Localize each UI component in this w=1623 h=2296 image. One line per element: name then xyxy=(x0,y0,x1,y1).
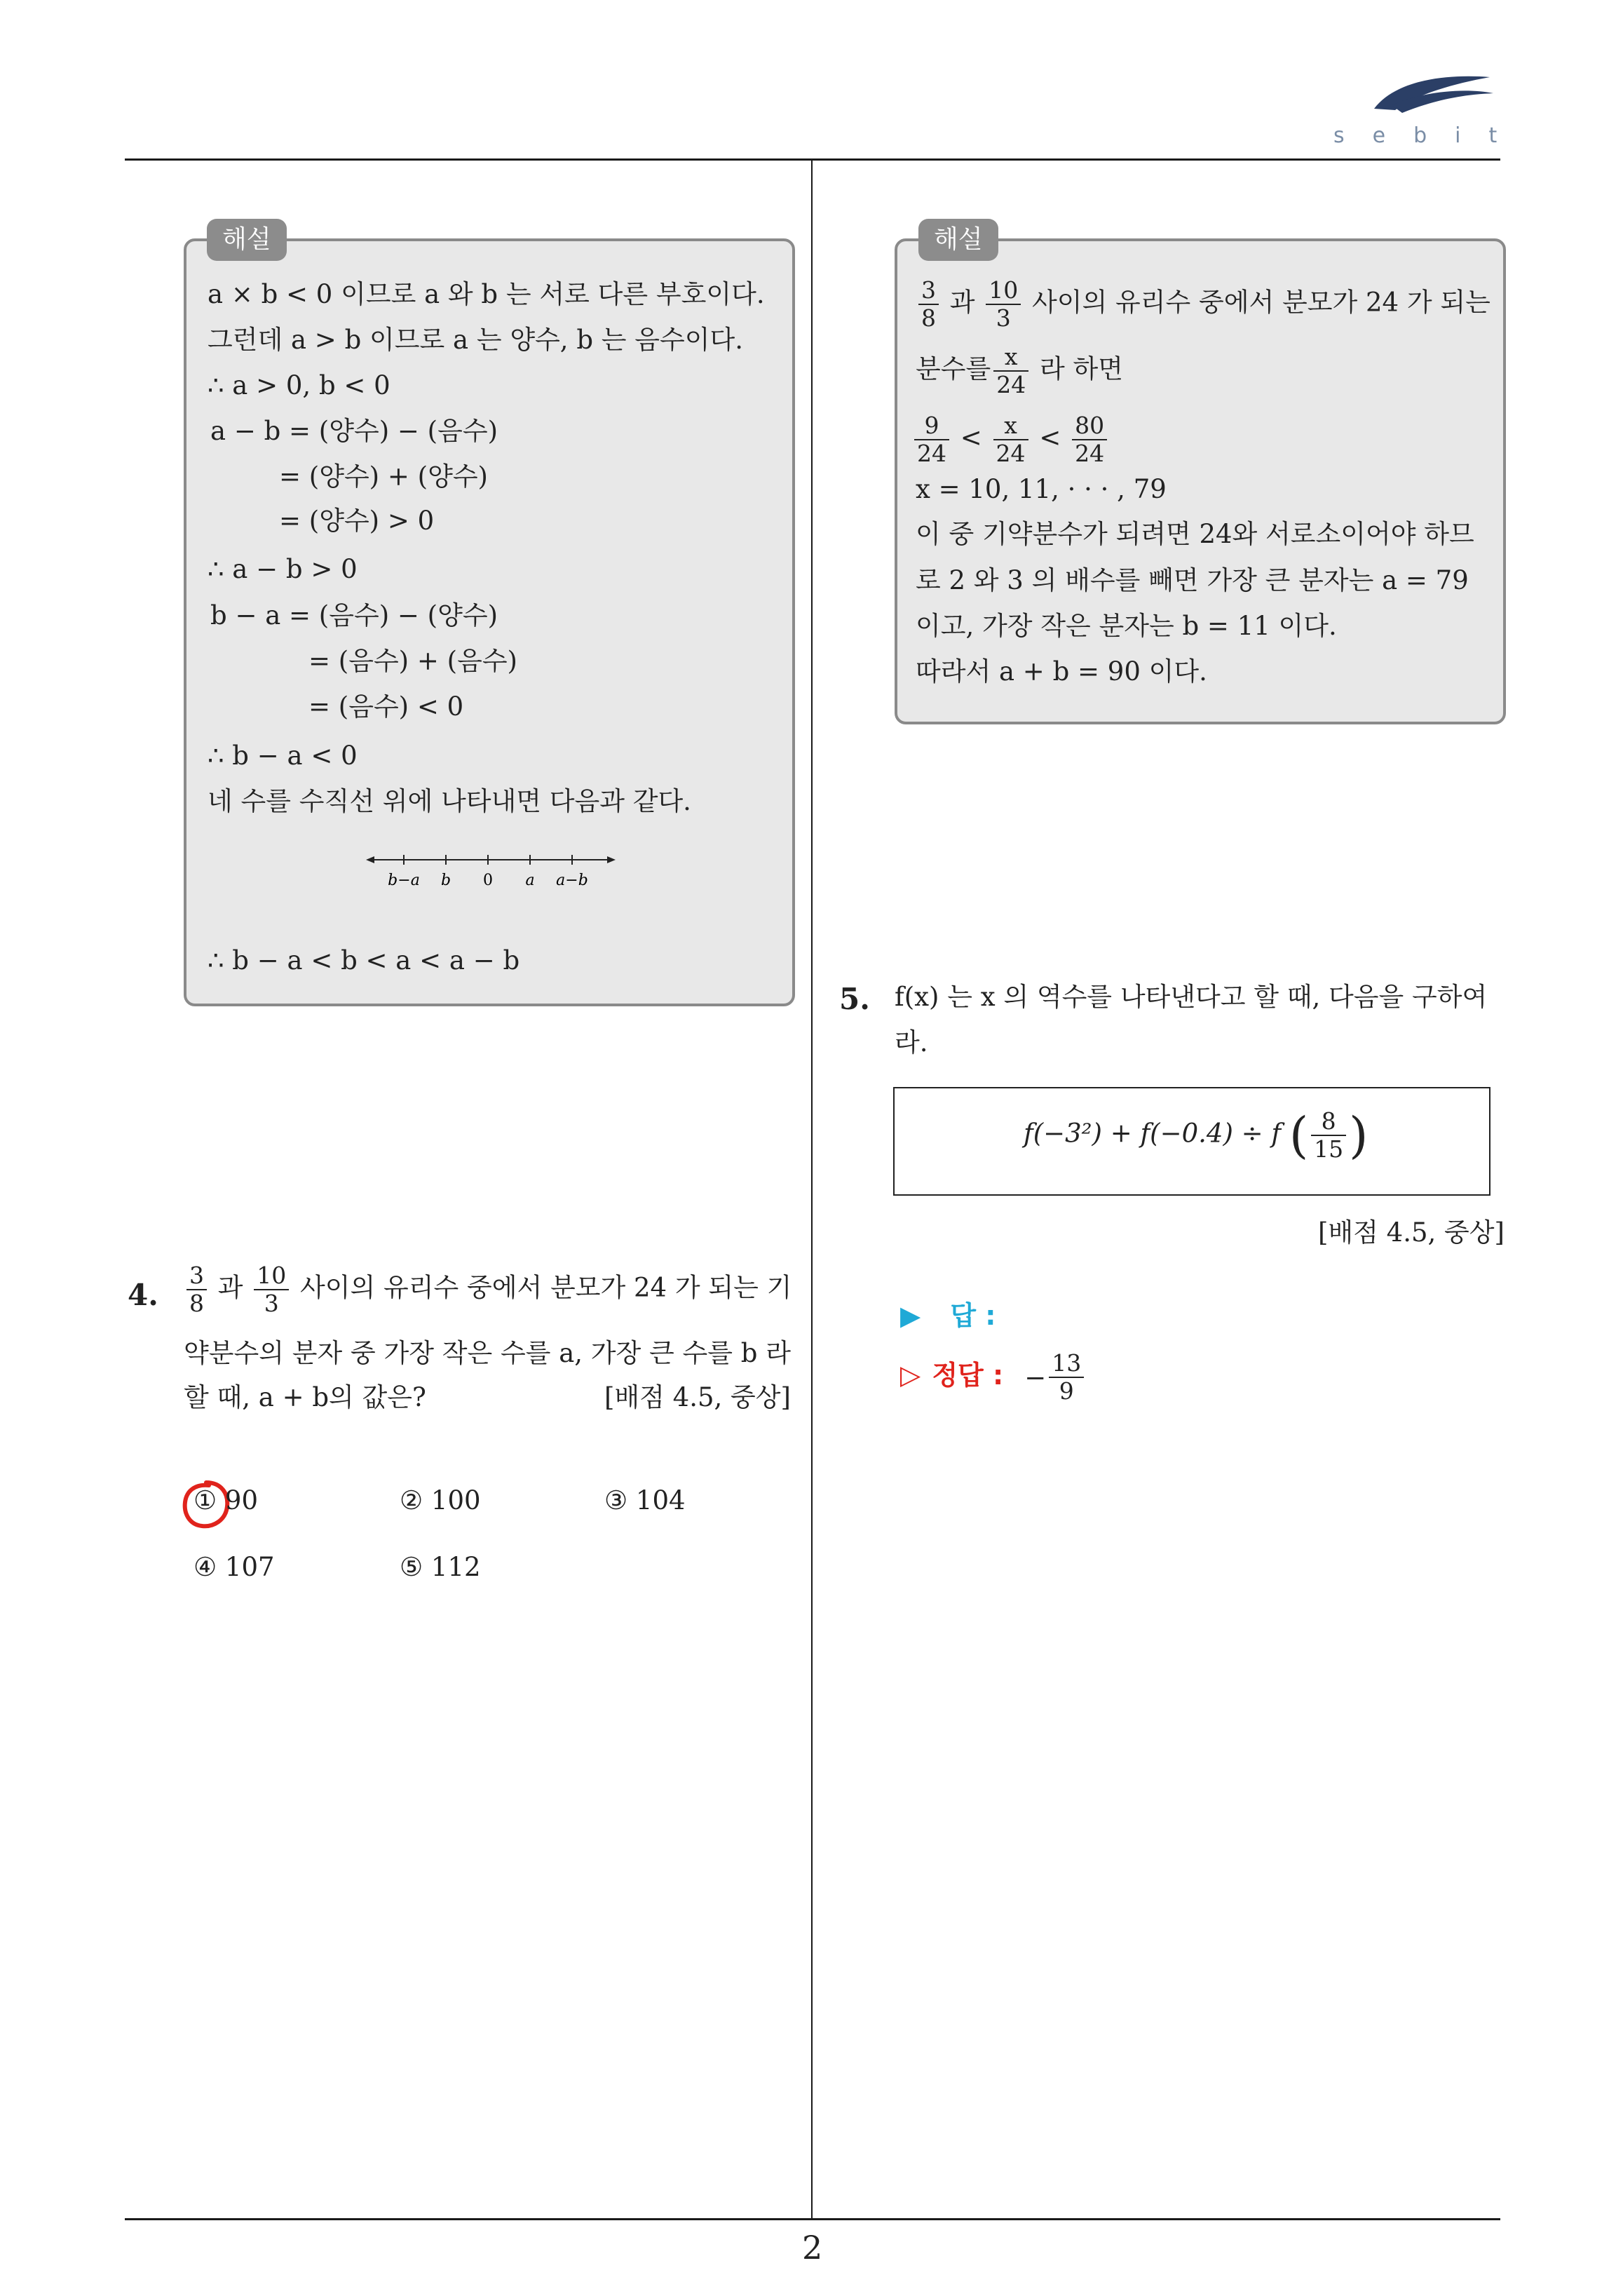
left-solution-line: = (음수) + (음수) xyxy=(308,646,517,676)
answer-row xyxy=(900,1294,996,1332)
left-solution-line: = (양수) + (양수) xyxy=(279,461,488,492)
play-solid-icon: ▶ xyxy=(900,1300,921,1331)
fraction: $\frac{10}{3}$ xyxy=(254,1262,289,1317)
right-solution-inequality: $\frac{9}{24}$ < $\frac{x}{24}$ < $\frac{80}{24}$ xyxy=(911,412,1110,467)
question-5-line1: f(x) 는 x 의 역수를 나타낸다고 할 때, 다음을 구하여 xyxy=(895,982,1488,1012)
fraction: $\frac{9}{24}$ xyxy=(914,412,949,467)
question-4-line3: 할 때, a + b의 값은? xyxy=(184,1382,426,1412)
left-solution-line: b − a = (음수) − (양수) xyxy=(210,600,498,630)
answer-label: 답 : xyxy=(950,1300,996,1331)
logo-text: sebit xyxy=(1333,123,1526,148)
right-solution-line7: 이고, 가장 작은 분자는 b = 11 이다. xyxy=(916,611,1337,641)
fraction: $\frac{x}{24}$ xyxy=(993,412,1028,467)
number-line-label: 0 xyxy=(483,872,493,889)
right-solution-line4: x = 10, 11, · · · , 79 xyxy=(916,474,1167,504)
page-number: 2 xyxy=(802,2229,823,2267)
left-solution-line: ∴ a > 0, b < 0 xyxy=(208,370,391,400)
left-solution-tag: 해설 xyxy=(207,219,287,261)
correct-fraction: $\frac{13}{9}$ xyxy=(1049,1350,1084,1405)
fraction: $\frac{80}{24}$ xyxy=(1072,412,1107,467)
question-4-line2: 약분수의 분자 중 가장 작은 수를 a, 가장 큰 수를 b 라 xyxy=(184,1338,791,1368)
correct-label: 정답 : xyxy=(932,1359,1004,1391)
right-solution-line8: 따라서 a + b = 90 이다. xyxy=(916,656,1207,687)
column-divider xyxy=(811,158,813,2219)
choice-1[interactable]: ① 90 xyxy=(193,1485,259,1515)
question-4-number: 4. xyxy=(128,1278,158,1312)
number-line xyxy=(365,849,617,898)
question-4-line1: $\frac{3}{8}$ 과 $\frac{10}{3}$ 사이의 유리수 중에서 분모가 24 가 되는 기 xyxy=(184,1262,792,1317)
left-solution-line: = (양수) > 0 xyxy=(279,506,435,536)
right-solution-line2: 분수를 $\frac{x}{24}$ 라 하면 xyxy=(916,343,1123,398)
choice-3[interactable]: ③ 104 xyxy=(604,1485,686,1515)
left-solution-line: 네 수를 수직선 위에 나타내면 다음과 같다. xyxy=(208,786,691,816)
correct-answer-row xyxy=(900,1350,1087,1405)
right-solution-line1: $\frac{3}{8}$ 과 $\frac{10}{3}$ 사이의 유리수 중에서 분모가 24 가 되는 xyxy=(916,277,1490,332)
choice-5[interactable]: ⑤ 112 xyxy=(400,1552,481,1582)
fraction: $\frac{3}{8}$ xyxy=(918,277,939,332)
left-solution-line: a × b < 0 이므로 a 와 b 는 서로 다른 부호이다. xyxy=(208,279,765,309)
right-solution-tag: 해설 xyxy=(918,219,998,261)
number-line-label: a xyxy=(525,872,535,889)
number-line-label: b xyxy=(440,872,451,889)
header-rule xyxy=(125,158,1500,161)
question-5-line2: 라. xyxy=(895,1027,928,1058)
left-solution-line: = (음수) < 0 xyxy=(308,691,464,722)
correct-sign: − xyxy=(1024,1362,1047,1393)
right-solution-line6: 로 2 와 3 의 배수를 빼면 가장 큰 분자는 a = 79 xyxy=(916,565,1469,595)
right-solution-line5: 이 중 기약분수가 되려면 24와 서로소이어야 하므 xyxy=(916,519,1474,549)
fraction: $\frac{10}{3}$ xyxy=(986,277,1021,332)
fraction: $\frac{8}{15}$ xyxy=(1311,1108,1346,1163)
number-line-label: a−b xyxy=(556,872,588,889)
fraction: $\frac{x}{24}$ xyxy=(993,344,1028,398)
left-solution-line: 그런데 a > b 이므로 a 는 양수, b 는 음수이다. xyxy=(208,325,744,355)
left-solution-line: ∴ b − a < b < a < a − b xyxy=(208,945,520,975)
fraction: $\frac{3}{8}$ xyxy=(186,1262,207,1317)
choice-2[interactable]: ② 100 xyxy=(400,1485,481,1515)
choice-4[interactable]: ④ 107 xyxy=(193,1552,275,1582)
number-line-label: b−a xyxy=(388,872,420,889)
play-outline-icon: ▷ xyxy=(900,1359,921,1391)
question-5-number: 5. xyxy=(839,982,870,1016)
left-solution-line: a − b = (양수) − (음수) xyxy=(210,416,498,446)
question-5-formula: f(−3²) + f(−0.4) ÷ f ( $\frac{8}{15}$ ) xyxy=(1024,1107,1369,1164)
left-solution-line: ∴ b − a < 0 xyxy=(208,741,358,771)
sebit-logo xyxy=(1367,67,1500,123)
left-solution-line: ∴ a − b > 0 xyxy=(208,554,358,584)
footer-rule xyxy=(125,2218,1500,2220)
question-4-score: [배점 4.5, 중상] xyxy=(604,1382,791,1412)
question-5-score: [배점 4.5, 중상] xyxy=(1318,1217,1505,1248)
